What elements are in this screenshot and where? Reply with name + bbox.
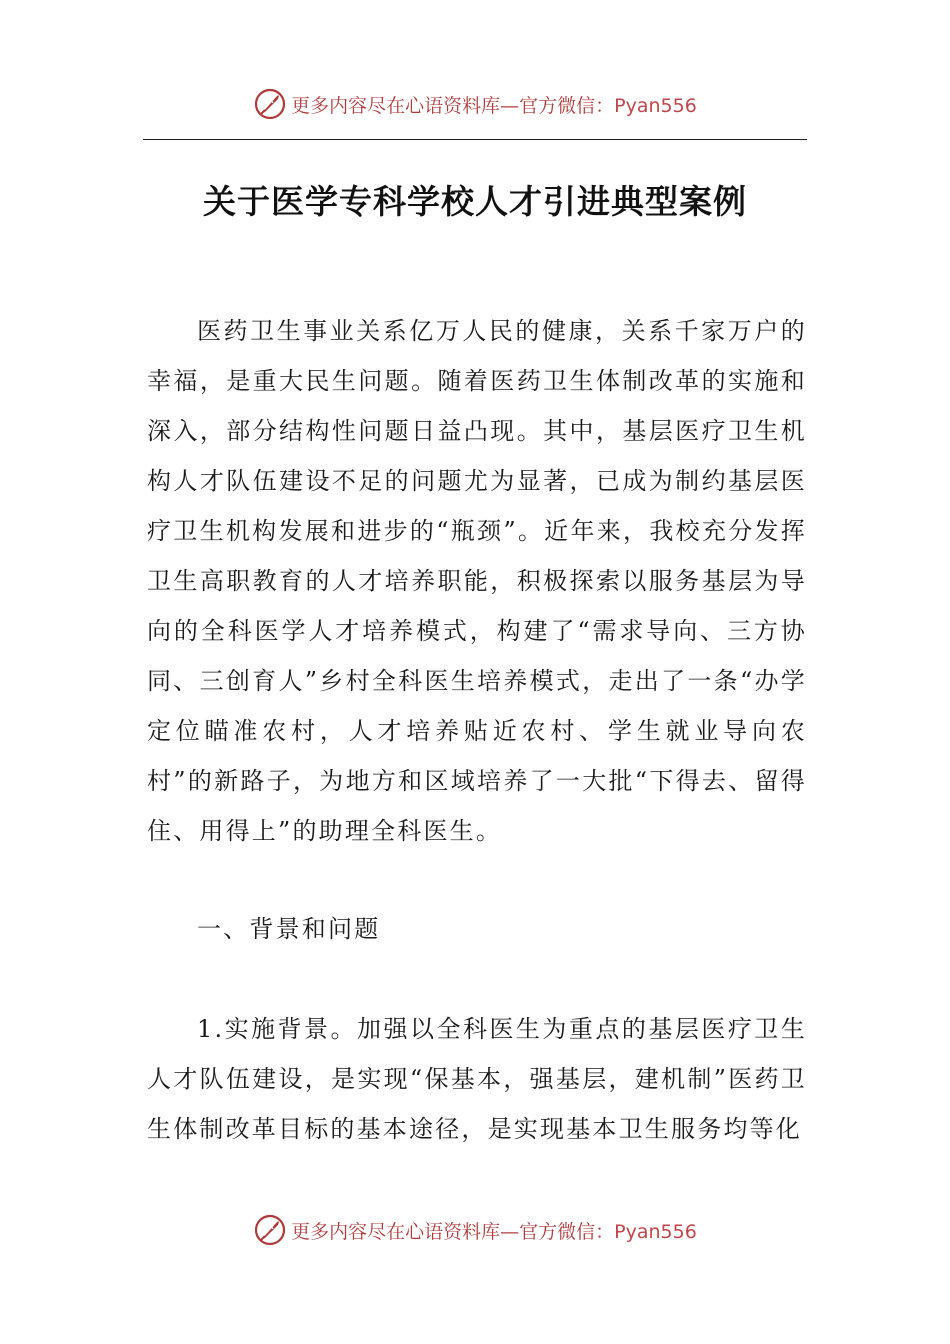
quill-logo-icon [253, 1213, 287, 1247]
implementation-background-paragraph: 1.实施背景。加强以全科医生为重点的基层医疗卫生人才队伍建设，是实现“保基本，强基层，建机制”医药卫生体制改革目标的基本途径，是实现基本卫生服务均等化 [147, 1015, 807, 1143]
section-heading-background: 一、背景和问题 [197, 915, 381, 943]
document-title: 关于医学专科学校人才引进典型案例 [203, 182, 747, 221]
quill-logo-icon [253, 87, 287, 121]
banner-text [291, 1217, 697, 1244]
banner-caption: 更多内容尽在心语资料库—官方微信： [291, 94, 615, 117]
footer-watermark-banner [0, 1210, 950, 1250]
wechat-id: Pyan556 [614, 1220, 697, 1243]
wechat-id: Pyan556 [614, 94, 697, 117]
intro-paragraph: 医药卫生事业关系亿万人民的健康，关系千家万户的幸福，是重大民生问题。随着医药卫生体制改革的实施和深入，部分结构性问题日益凸现。其中，基层医疗卫生机构人才队伍建设不足的问题尤为显著，已成为制约基层医疗卫生机构发展和进步的“瓶颈”。近年来，我校充分发挥卫生高职教育的人才培养职能，积极探索以服务基层为导向的全科医学人才培养模式，构建了“需求导向、三方协同、三创育人”乡村全科医生培养模式，走出了一条“办学定位瞄准农村，人才培养贴近农村、学生就业导向农村”的新路子，为地方和区域培养了一大批“下得去、留得住、用得上”的助理全科医生。 [147, 317, 807, 845]
header-watermark-banner [0, 84, 950, 124]
header-divider [143, 139, 807, 140]
banner-text [291, 91, 697, 118]
banner-caption: 更多内容尽在心语资料库—官方微信： [291, 1220, 615, 1243]
